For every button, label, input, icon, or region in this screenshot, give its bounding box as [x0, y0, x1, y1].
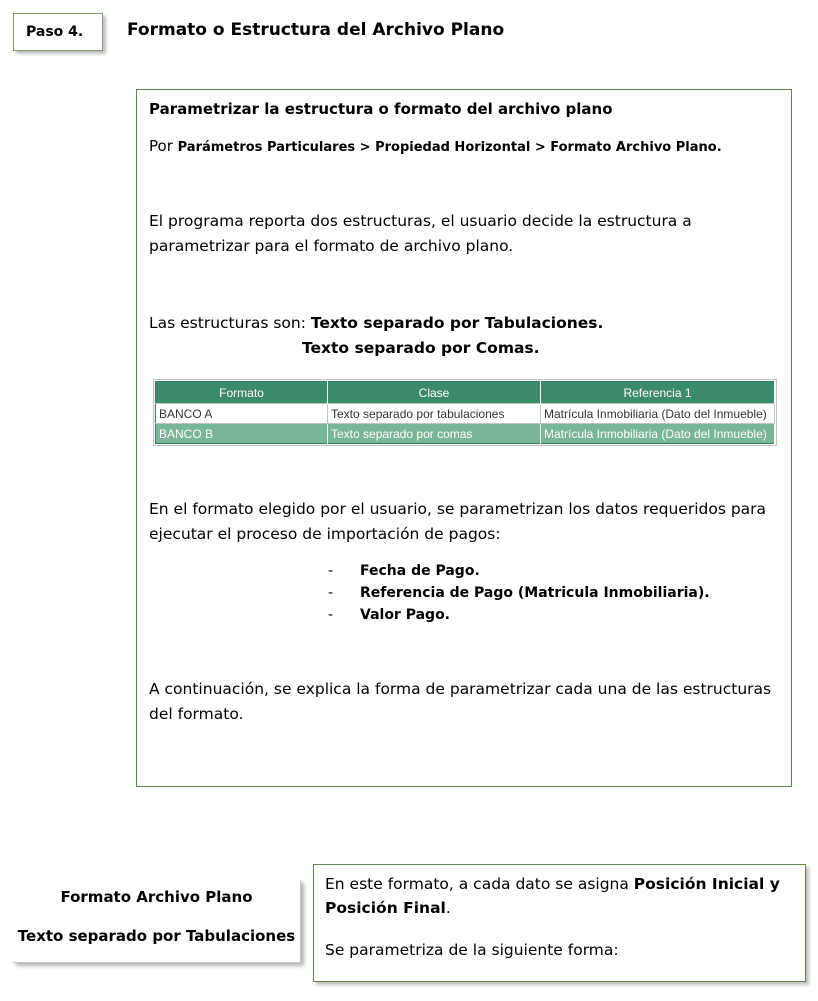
intro-paragraph: El programa reporta dos estructuras, el usuario decide la estructura a parametrizar para el formato de archivo plano.: [149, 212, 692, 255]
cell-referencia: Matrícula Inmobiliaria (Dato del Inmueble): [541, 404, 775, 424]
desc-bold-2: Posición Final: [325, 899, 446, 917]
format-description: [325, 872, 795, 920]
bullet-dash: -: [328, 563, 334, 579]
fields-list: [328, 560, 710, 626]
format-instruction: Se parametriza de la siguiente forma:: [325, 941, 619, 959]
structure-comma: Texto separado por Comas.: [302, 339, 540, 357]
structure-tab: Texto separado por Tabulaciones.: [310, 314, 604, 332]
cell-clase: Texto separado por tabulaciones: [328, 404, 541, 424]
field-referencia: Referencia de Pago (Matricula Inmobiliaria).: [360, 585, 710, 601]
format-table: [155, 381, 775, 444]
bullet-dash: -: [328, 585, 334, 601]
list-item: [328, 560, 710, 582]
page-title: Formato o Estructura del Archivo Plano: [127, 20, 505, 40]
col-header-formato[interactable]: Formato: [156, 382, 328, 404]
table-header-row: [156, 382, 775, 404]
step-label: Paso 4.: [13, 13, 103, 51]
menu-path-prefix: Por: [149, 137, 178, 155]
panel-title: Parametrizar la estructura o formato del archivo plano: [149, 100, 613, 118]
field-fecha: Fecha de Pago.: [360, 563, 480, 579]
bullet-dash: -: [328, 607, 334, 623]
cell-referencia: Matrícula Inmobiliaria (Dato del Inmueble): [541, 424, 775, 444]
menu-path-value: Parámetros Particulares > Propiedad Horizontal > Formato Archivo Plano.: [177, 140, 722, 155]
field-valor: Valor Pago.: [360, 607, 451, 623]
format-label-box: [13, 880, 301, 963]
table-row-selected[interactable]: [156, 424, 775, 444]
config-panel: [136, 89, 792, 787]
col-header-referencia[interactable]: Referencia 1: [541, 382, 775, 404]
cell-formato: BANCO B: [156, 424, 328, 444]
desc-suffix: .: [445, 899, 451, 917]
fields-paragraph: En el formato elegido por el usuario, se parametrizan los datos requeridos para ejecutar el proceso de importación de pagos:: [149, 500, 767, 543]
menu-path: [149, 137, 722, 155]
list-item: [328, 604, 710, 626]
cell-clase: Texto separado por comas: [328, 424, 541, 444]
format-label-title: Formato Archivo Plano: [60, 888, 253, 906]
format-description-box: [313, 864, 806, 982]
desc-prefix: En este formato, a cada dato se asigna: [325, 875, 634, 893]
structures-line: [149, 311, 779, 336]
list-item: [328, 582, 710, 604]
cell-formato: BANCO A: [156, 404, 328, 424]
format-label-subtitle: Texto separado por Tabulaciones: [17, 927, 296, 945]
structures-prefix: Las estructuras son:: [149, 314, 311, 332]
closing-paragraph: A continuación, se explica la forma de parametrizar cada una de las estructuras del formato.: [149, 680, 772, 723]
col-header-clase[interactable]: Clase: [328, 382, 541, 404]
desc-bold-1: Posición Inicial y: [633, 875, 780, 893]
table-row[interactable]: [156, 404, 775, 424]
